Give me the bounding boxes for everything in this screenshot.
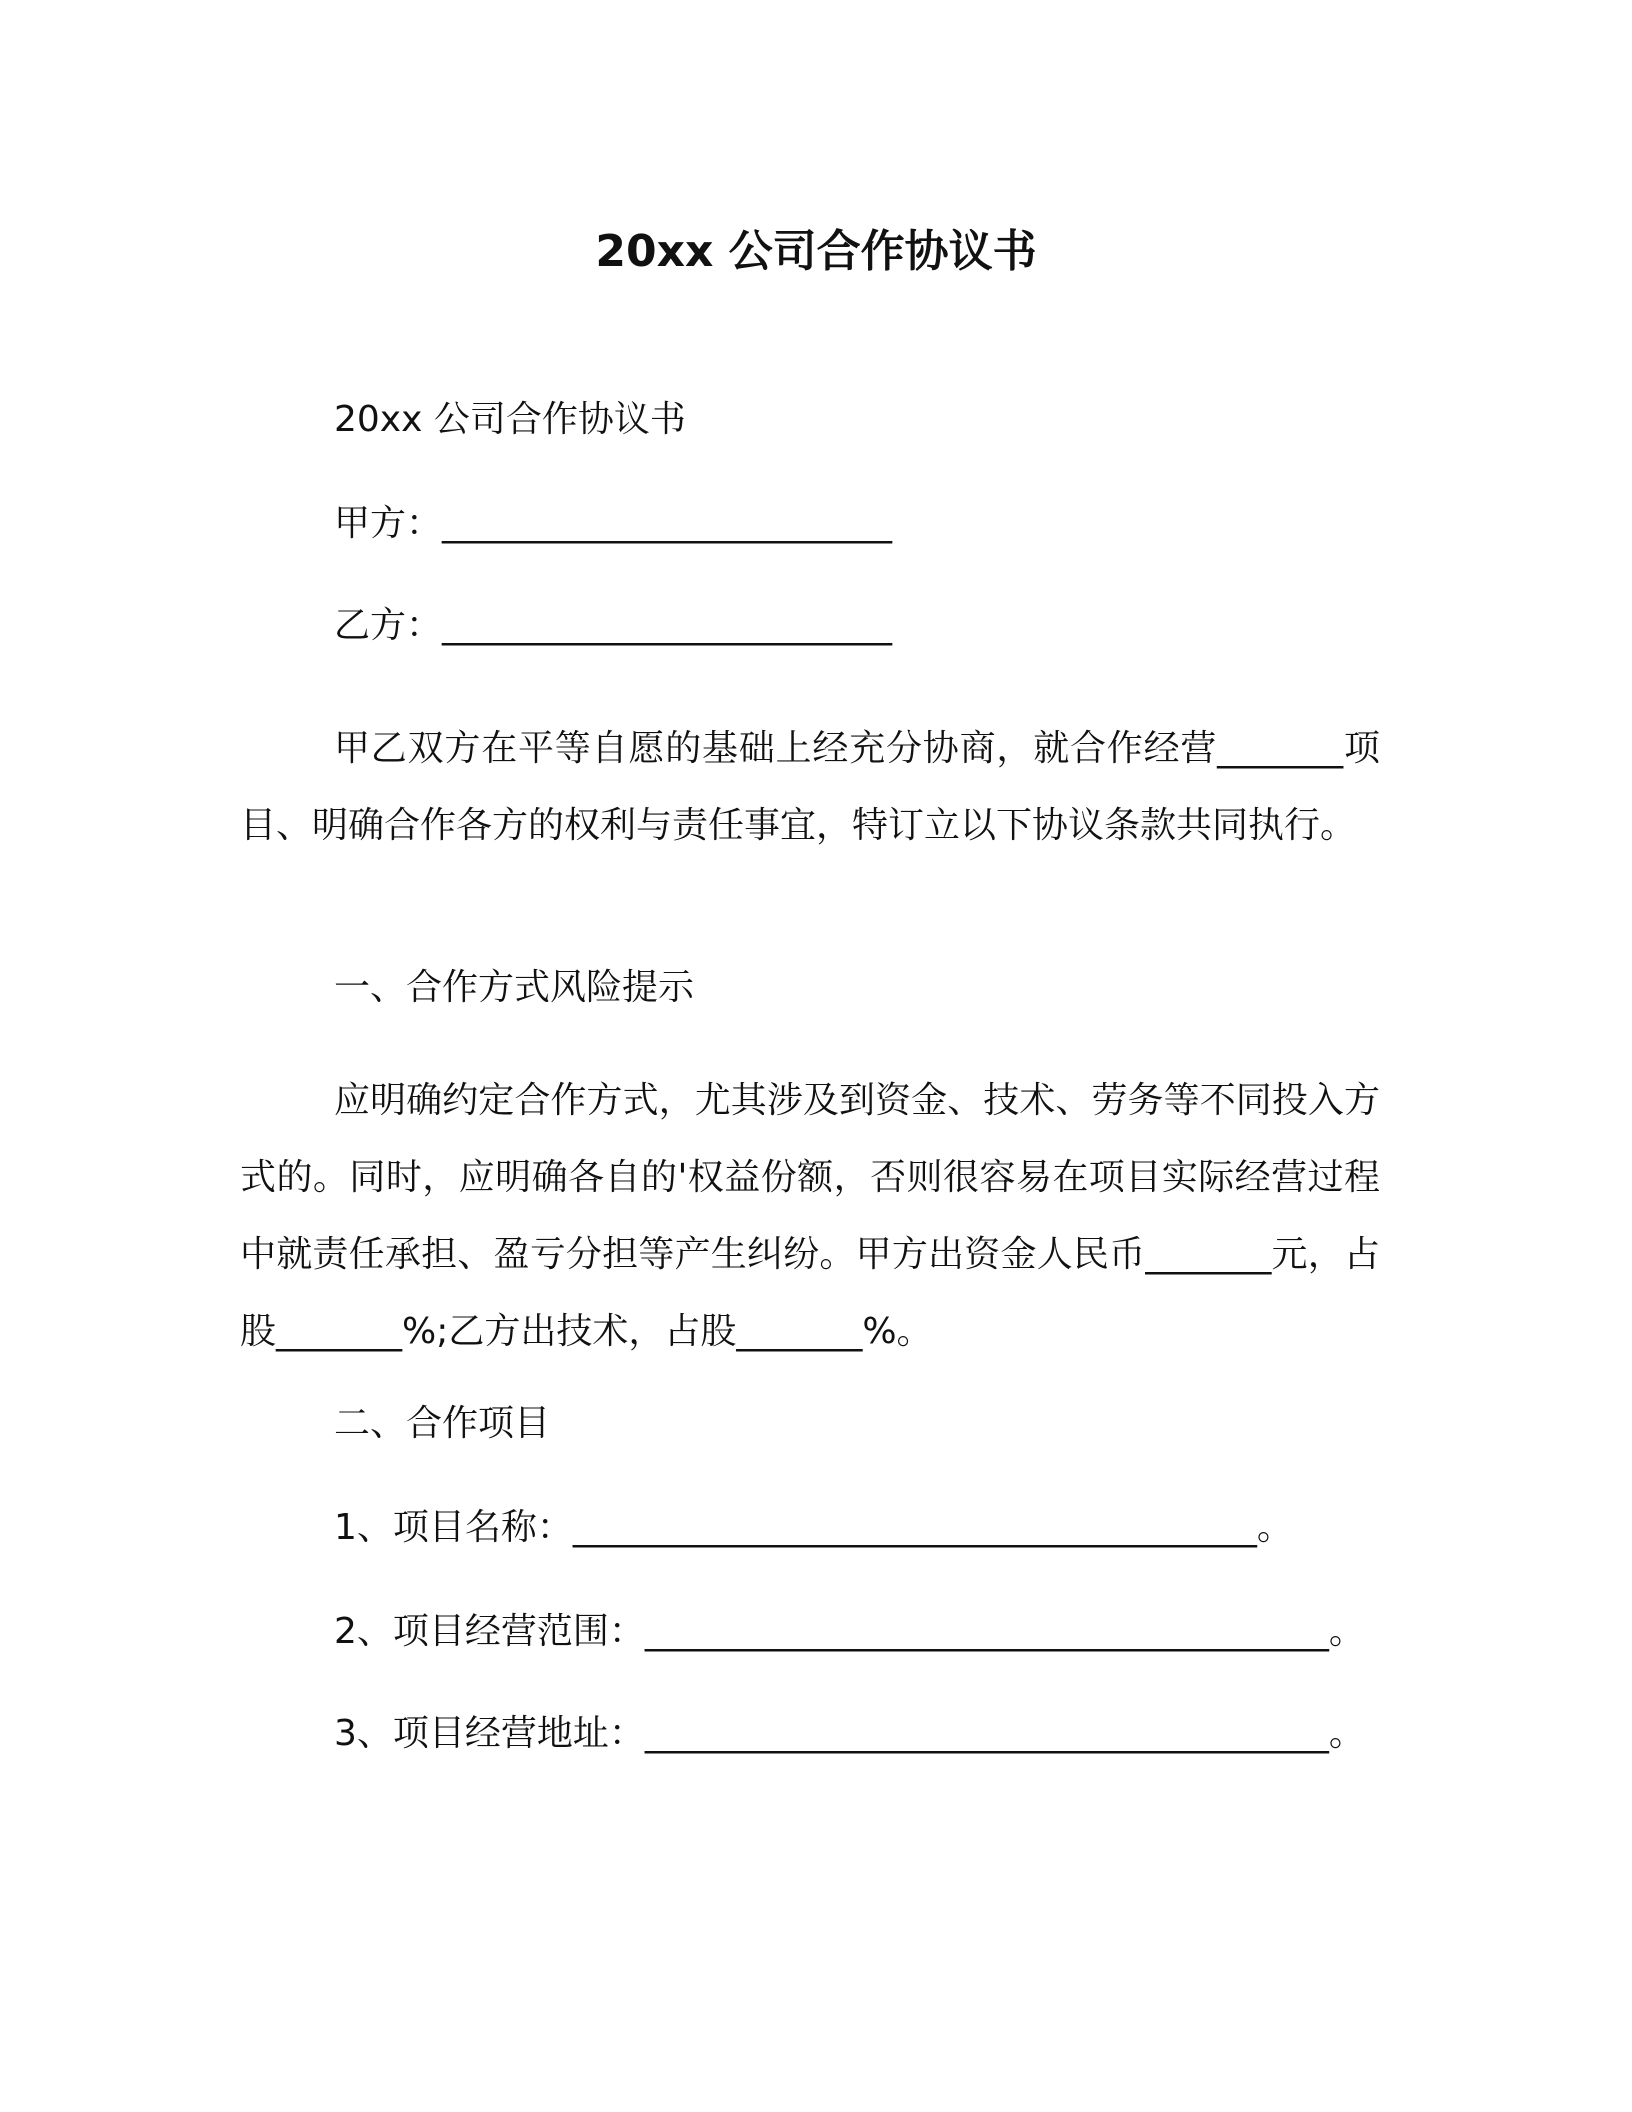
document-title: 20xx 公司合作协议书 [595,226,1037,277]
party-a-line: 甲方：_________________________ [334,503,893,544]
project-scope-line: 2、项目经营范围：______________________________________。 [334,1611,1365,1652]
document-subtitle: 20xx 公司合作协议书 [334,399,686,440]
section-1-heading: 一、合作方式风险提示 [334,967,695,1008]
party-b-line: 乙方：_________________________ [334,605,893,646]
section-1-body: 应明确约定合作方式，尤其涉及到资金、技术、劳务等不同投入方式的。同时，应明确各自的'权益份额，否则很容易在项目实际经营过程中就责任承担、盈亏分担等产生纠纷。甲方出资金人民币_______元，占股_______%;乙方出技术，占股_______%。 [240,1080,1380,1352]
project-address-line: 3、项目经营地址：______________________________________。 [334,1713,1365,1754]
intro-paragraph: 甲乙双方在平等自愿的基础上经充分协商，就合作经营_______项目、明确合作各方的权利与责任事宜，特订立以下协议条款共同执行。 [240,728,1380,846]
project-name-line: 1、项目名称：______________________________________。 [334,1507,1293,1548]
section-2-heading: 二、合作项目 [334,1403,551,1444]
